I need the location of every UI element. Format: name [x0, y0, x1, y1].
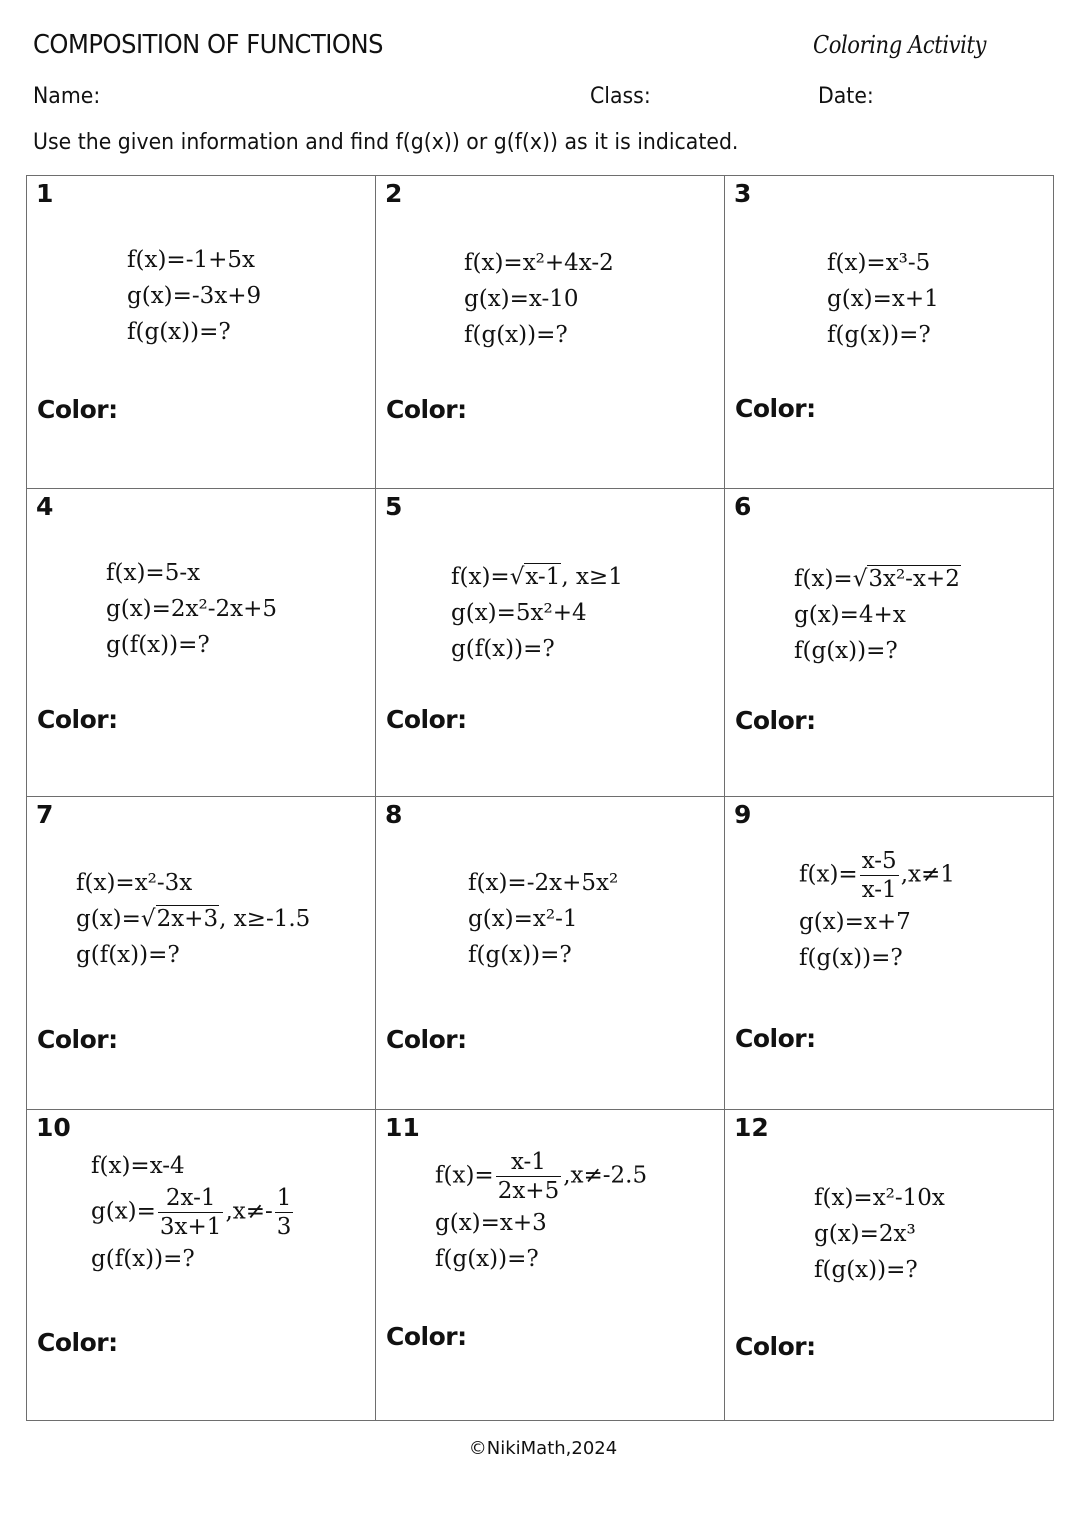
problem-cell-4 — [27, 489, 376, 797]
problem-cell-9 — [725, 797, 1053, 1110]
problem-equations — [451, 559, 623, 667]
problem-number: 3 — [734, 179, 752, 208]
instructions: Use the given information and find f(g(x)) or g(f(x)) as it is indicated. — [33, 130, 739, 155]
radicand: 2x+3 — [156, 906, 219, 932]
problem-equations — [468, 865, 618, 973]
problem-equations — [76, 865, 310, 973]
f-definition: f(x)=x²-10x — [814, 1185, 945, 1211]
problem-number: 11 — [385, 1113, 420, 1142]
color-label: Color: — [37, 1025, 118, 1054]
date-field-label: Date: — [818, 84, 874, 109]
copyright-footer: ©NikiMath,2024 — [468, 1438, 618, 1459]
worksheet-subtitle: Coloring Activity — [813, 31, 986, 59]
composition-question: f(g(x))=? — [799, 945, 903, 971]
problem-equations — [127, 242, 261, 350]
composition-question: f(g(x))=? — [794, 638, 898, 664]
g-definition: g(x)=x+3 — [435, 1210, 547, 1236]
composition-question: f(g(x))=? — [468, 942, 572, 968]
problem-grid — [26, 175, 1054, 1421]
color-label: Color: — [735, 706, 816, 735]
composition-question: g(f(x))=? — [76, 942, 180, 968]
problem-cell-6 — [725, 489, 1053, 797]
problem-equations — [91, 1148, 295, 1277]
problem-cell-8 — [376, 797, 725, 1110]
worksheet-title: COMPOSITION OF FUNCTIONS — [33, 30, 383, 60]
f-definition: f(x)=5-x — [106, 560, 201, 586]
problem-cell-10 — [27, 1110, 376, 1420]
composition-question: f(g(x))=? — [464, 322, 568, 348]
problem-equations — [827, 245, 939, 353]
problem-equations — [106, 555, 277, 663]
g-definition: g(x)=4+x — [794, 602, 906, 628]
g-definition: g(x)= $\frac{2x-1}{3x+1}$ ,x≠- $\frac{1}{3}$ — [91, 1185, 292, 1240]
g-definition: g(x)=x²-1 — [468, 906, 578, 932]
problem-cell-7 — [27, 797, 376, 1110]
g-definition: g(x)=x+7 — [799, 909, 911, 935]
fraction: $\frac{2x-1}{3x+1}$ — [159, 1185, 222, 1240]
color-label: Color: — [386, 1025, 467, 1054]
problem-number: 4 — [36, 492, 54, 521]
problem-number: 10 — [36, 1113, 71, 1142]
color-label: Color: — [386, 705, 467, 734]
color-label: Color: — [735, 1332, 816, 1361]
color-label: Color: — [37, 705, 118, 734]
g-definition: g(x)=-3x+9 — [127, 283, 262, 309]
g-definition: g(x)=x+1 — [827, 286, 939, 312]
problem-equations — [799, 847, 955, 976]
restriction-fraction: $\frac{1}{3}$ — [276, 1185, 292, 1240]
radicand: 3x²-x+2 — [868, 566, 960, 592]
color-label: Color: — [386, 1322, 467, 1351]
problem-equations — [435, 1148, 647, 1277]
g-definition: g(x)=x-10 — [464, 286, 579, 312]
problem-cell-5 — [376, 489, 725, 797]
name-field-label: Name: — [33, 84, 101, 109]
color-label: Color: — [37, 1328, 118, 1357]
f-definition: f(x)=x³-5 — [827, 250, 931, 276]
problem-equations — [814, 1180, 945, 1288]
problem-cell-2 — [376, 176, 725, 489]
radicand: x-1 — [525, 564, 561, 590]
problem-number: 9 — [734, 800, 752, 829]
f-definition: f(x)=√x-1, x≥1 — [451, 564, 623, 590]
fraction: $\frac{x-5}{x-1}$ — [861, 848, 897, 903]
problem-equations — [464, 245, 614, 353]
fraction: $\frac{x-1}{2x+5}$ — [497, 1149, 560, 1204]
class-field-label: Class: — [590, 84, 651, 109]
color-label: Color: — [735, 394, 816, 423]
problem-number: 6 — [734, 492, 752, 521]
g-definition: g(x)=5x²+4 — [451, 600, 587, 626]
composition-question: g(f(x))=? — [91, 1246, 195, 1272]
f-definition: f(x)=x²-3x — [76, 870, 193, 896]
problem-equations — [794, 561, 961, 669]
color-label: Color: — [37, 395, 118, 424]
g-definition: g(x)=2x²-2x+5 — [106, 596, 278, 622]
f-definition: f(x)= $\frac{x-5}{x-1}$ ,x≠1 — [799, 848, 955, 903]
composition-question: g(f(x))=? — [106, 632, 210, 658]
f-definition: f(x)=-2x+5x² — [468, 870, 619, 896]
problem-cell-1 — [27, 176, 376, 489]
f-definition: f(x)=x²+4x-2 — [464, 250, 614, 276]
composition-question: f(g(x))=? — [814, 1257, 918, 1283]
problem-number: 1 — [36, 179, 54, 208]
composition-question: g(f(x))=? — [451, 636, 555, 662]
problem-number: 7 — [36, 800, 54, 829]
g-definition: g(x)=2x³ — [814, 1221, 916, 1247]
problem-cell-3 — [725, 176, 1053, 489]
g-definition: g(x)=√2x+3, x≥-1.5 — [76, 906, 311, 932]
f-definition: f(x)=-1+5x — [127, 247, 255, 273]
f-definition: f(x)=√3x²-x+2 — [794, 566, 960, 592]
problem-number: 12 — [734, 1113, 769, 1142]
problem-number: 8 — [385, 800, 403, 829]
problem-cell-11 — [376, 1110, 725, 1420]
f-definition: f(x)= $\frac{x-1}{2x+5}$ ,x≠-2.5 — [435, 1149, 648, 1204]
composition-question: f(g(x))=? — [127, 319, 231, 345]
problem-number: 5 — [385, 492, 403, 521]
color-label: Color: — [386, 395, 467, 424]
problem-number: 2 — [385, 179, 403, 208]
composition-question: f(g(x))=? — [827, 322, 931, 348]
problem-cell-12 — [725, 1110, 1053, 1420]
color-label: Color: — [735, 1024, 816, 1053]
f-definition: f(x)=x-4 — [91, 1153, 185, 1179]
composition-question: f(g(x))=? — [435, 1246, 539, 1272]
